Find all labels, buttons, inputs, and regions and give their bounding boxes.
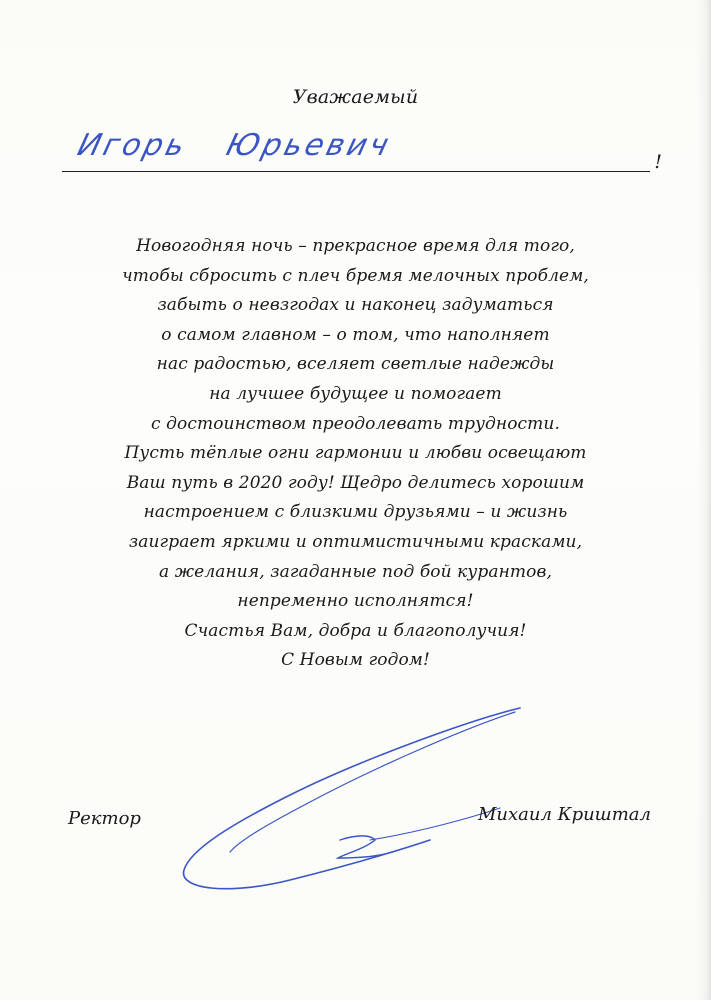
page-edge-shadow: [697, 0, 711, 1000]
body-line: на лучшее будущее и помогает: [209, 383, 502, 404]
body-line: нас радостью, вселяет светлые надежды: [156, 354, 555, 375]
body-line: Пусть тёплые огни гармонии и любви освещают: [124, 443, 587, 464]
body-line: о самом главном – о том, что наполняет: [161, 324, 550, 345]
body-line: Счастья Вам, добра и благополучия!: [184, 620, 527, 641]
letter-body: [40, 232, 671, 676]
signer-name: Михаил Криштал: [477, 804, 651, 825]
body-line: Ваш путь в 2020 году! Щедро делитесь хорошим: [126, 472, 585, 493]
body-line: с достоинством преодолевать трудности.: [151, 413, 560, 434]
handwritten-signature: [170, 690, 540, 910]
recipient-name-underline: [62, 171, 650, 172]
body-line: С Новым годом!: [281, 650, 430, 671]
signer-title: Ректор: [68, 808, 141, 829]
signature-stroke: [338, 836, 392, 858]
body-line: забыть о невзгодах и наконец задуматься: [157, 295, 554, 316]
body-line: Новогодняя ночь – прекрасное время для того,: [136, 236, 575, 256]
recipient-name-handwritten: Игорь Юрьевич: [74, 128, 396, 163]
body-line: чтобы сбросить с плеч бремя мелочных проблем,: [122, 265, 589, 286]
body-line: настроением с близкими друзьями – и жизнь: [143, 502, 568, 523]
body-line: заиграет яркими и оптимистичными красками,: [128, 531, 583, 552]
recipient-name-row: [62, 130, 662, 178]
signature-stroke: [184, 708, 520, 889]
signature-stroke: [230, 712, 515, 852]
greeting-exclamation: !: [654, 151, 662, 173]
greeting-text: Уважаемый: [292, 86, 419, 108]
body-line: непременно исполнятся!: [237, 591, 474, 612]
body-line: а желания, загаданные под бой курантов,: [159, 561, 552, 582]
